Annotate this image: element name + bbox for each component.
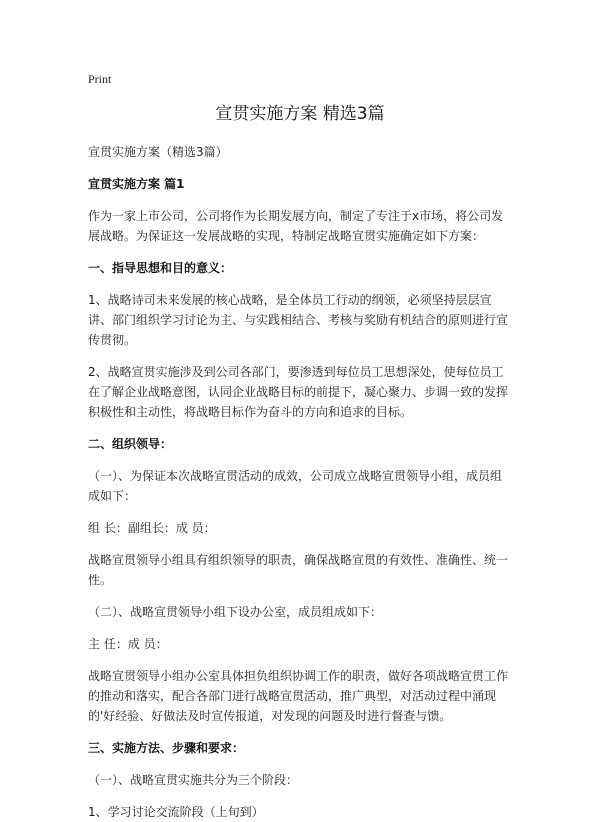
heading-methods-steps: 三、实施方法、步骤和要求： bbox=[88, 741, 245, 755]
print-label: Print bbox=[88, 72, 112, 86]
heading-organization: 二、组织领导： bbox=[88, 437, 173, 451]
paragraph-office-members: 主 任：成 员： bbox=[88, 637, 168, 651]
subtitle-paragraph: 宣贯实施方案（精选3篇） bbox=[88, 145, 228, 159]
heading-guiding-ideology: 一、指导思想和目的意义： bbox=[88, 261, 233, 275]
paragraph-group-duties: 战略宣贯领导小组具有组织领导的职责，确保战略宣贯的有效性、准确性、统一性。 bbox=[88, 553, 509, 587]
paragraph-office-duties: 战略宣贯领导小组办公室具体担负组织协调工作的职责，做好各项战略宣贯工作的推动和落实，配合各部门进行战略宣贯活动，推广典型，对活动过程中涌现的'好经验、好做法及时宣传报道，对发现的问题及时进行督查与馈。 bbox=[88, 669, 509, 723]
paragraph-three-stages: （一）、战略宣贯实施共分为三个阶段： bbox=[88, 773, 299, 787]
paragraph-leading-group: （一）、为保证本次战略宣贯活动的成效，公司成立战略宣贯领导小组，成员组成如下： bbox=[88, 469, 503, 503]
document-title: 宣贯实施方案 精选3篇 bbox=[215, 104, 385, 124]
intro-paragraph: 作为一家上市公司，公司将作为长期发展方向，制定了专注于x市场，将公司发展战略。为保证这一发展战略的实现，特制定战略宣贯实施确定如下方案： bbox=[88, 209, 504, 243]
paragraph-implementation-scope: 2、战略宣贯实施涉及到公司各部门，要渗透到每位员工思想深处，使每位员工在了解企业战略意图，认同企业战略目标的前提下，凝心聚力、步调一致的发挥积极性和主动性，将战略目标作为奋斗的方向和追求的目标。 bbox=[88, 365, 509, 419]
paragraph-core-strategy: 1、战略诗司未来发展的核心战略，是全体员工行动的纲领，必须坚持层层宣讲、部门组织学习讨论为主、与实践相结合、考核与奖励有机结合的原则进行宣传贯彻。 bbox=[88, 293, 509, 347]
section-heading-part1: 宣贯实施方案 篇1 bbox=[88, 177, 185, 191]
paragraph-office: （二）、战略宣贯领导小组下设办公室，成员组成如下： bbox=[88, 605, 383, 619]
paragraph-group-members: 组 长：副组长：成 员： bbox=[88, 521, 216, 535]
paragraph-stage-one: 1、学习讨论交流阶段（上旬到） bbox=[88, 805, 264, 819]
